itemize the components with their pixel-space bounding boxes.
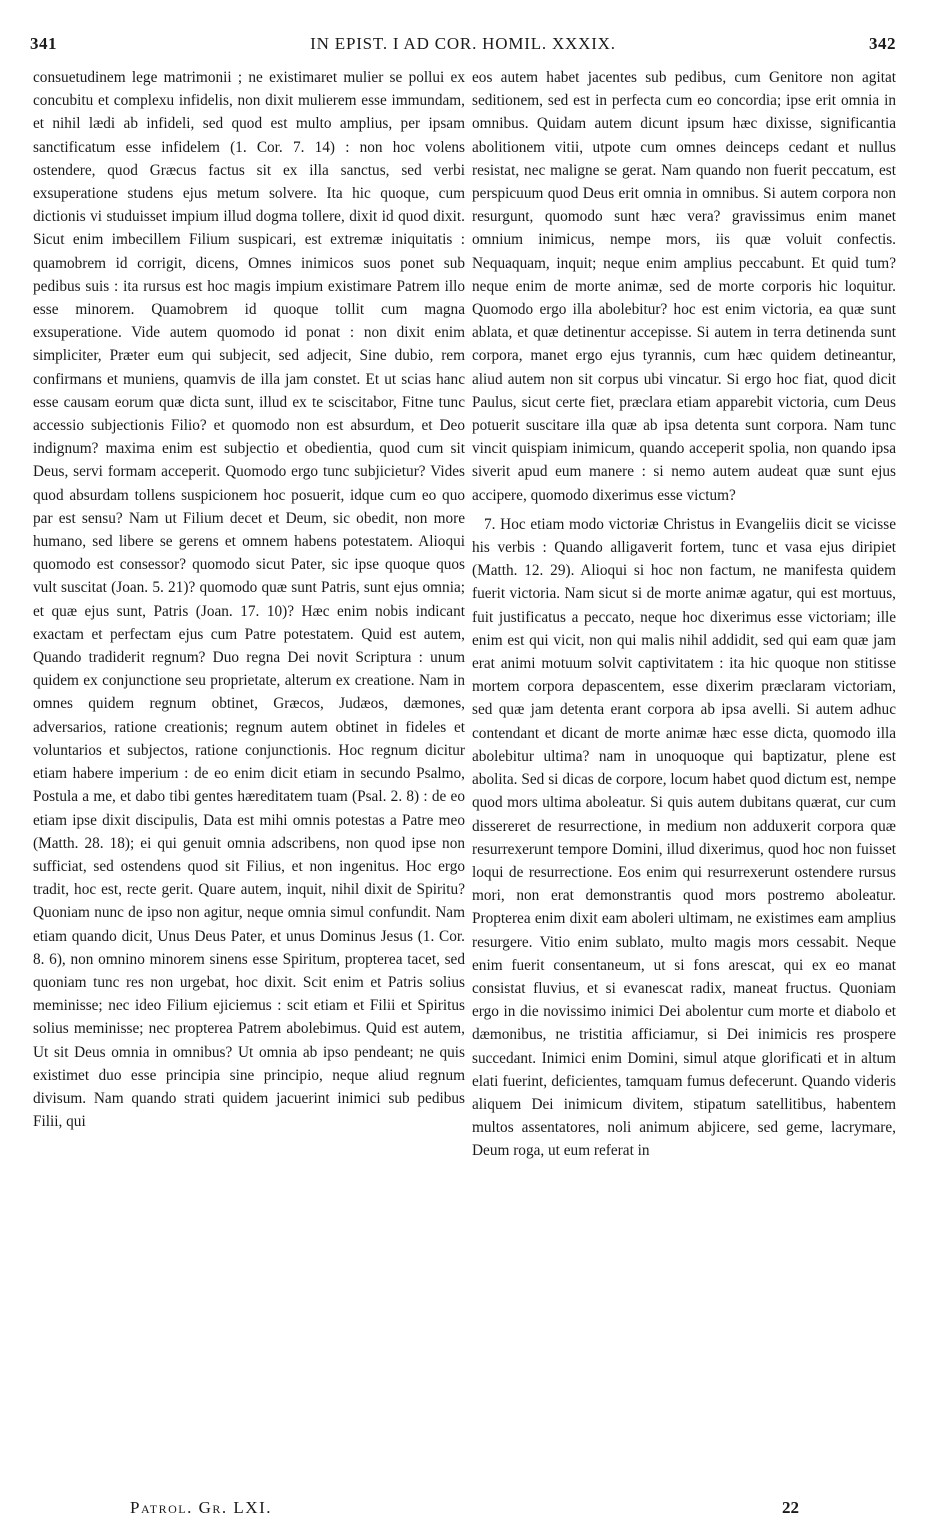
right-paragraph-2-section-7: 7. Hoc etiam modo victoriæ Christus in Evangeliis dicit se vicisse his verbis : Quando alligaverit fortem, tunc et vasa ejus diripiet (Matth. 12. 29). Alioqui si hoc non factum, ne manifesta quidem fuerit victoria. Nam sicut si de morte animæ agatur, qui est mortuus, fuit justificatus a peccato, neque hoc dixerimus esse victoriam; ille enim est qui vicit, non qui malis nihil addidit, sed qui eam quæ jam erat animi motuum solvit captivitatem : ita hic quoque non stitisse mortem corpora depascentem, esse dixerim præclaram victoriam, sed quæ jam detenta erant corpora ab ipsa avelli. Si autem adhuc contendant et dicant de morte animæ hæc esse dicta, quomodo illa abolebitur ultima? nam in unoquoque qui baptizatur, plene est abolita. Sed si dicas de corpore, locum habet quod dictum est, nempe quod mors ultima aboleatur. Si quis autem dubitans quærat, cur cum dissereret de resurrectione, in medium non adduxerit corpora quæ resurrexerunt tempore Domini, illud dixerimus, quod hoc non fuisset loqui de resurrectione. Eos enim qui resurrexerunt ostendere rursus mori, non erat demonstrantis quod mors postremo aboleatur. Propterea enim dixit eam aboleri ultimam, ne existimes eam amplius resurgere. Vitio enim sublato, multo magis mors cessabit. Neque enim fuerit consentaneum, ut si fons arescat, qui ex eo manat consistat fluvius, et si evanescat radix, maneat fructus. Quoniam ergo in die novissimo inimici Dei abolentur cum morte et diabolo et dæmonibus, ne tristitia afficiamur, si Dei inimicis res prospere succedant. Inimici enim Domini, simul atque glorificati et in altum elati fuerint, deficientes, tamquam fumus defecerunt. Quando videris aliquem Dei inimicum divitem, stipatum satellitibus, habentem multos assentatores, noli animum abjicere, sed geme, lacrymare, Deum roga, ut eum referat in	[472, 515, 896, 1160]
left-paragraph-1: consuetudinem lege matrimonii ; ne existimaret mulier se pollui ex concubitu et complexu infidelis, non dixit mulierem esse immundam, et nihil lædi ab infideli, sed quod est multo amplius, per ipsam sanctificatum esse infidelem (1. Cor. 7. 14) : non hoc volens ostendere, quod Græcus factus sit ex illa sanctus, sed verbi exsuperatione studens ejus metum solvere. Ita hic quoque, cum dictionis vi studuisset impium illud dogma tollere, dixit id quod dixit. Sicut enim imbecillem Filium suspicari, est extremæ iniquitatis : quamobrem id corrigit, dicens, Omnes inimicos suos ponet sub pedibus suis : ita rursus est hoc magis impium existimare Patrem illo esse minorem. Quamobrem id quoque tollit cum magna exsuperatione. Vide autem quomodo id ponat : non dixit enim simpliciter, Præter eum qui subjecit, sed adjecit, Sine dubio, rem confirmans et muniens, quamvis de illa jam constet. Et ut scias hanc esse causam eorum quæ dicta sunt, illud ex te sciscitabor, Fitne tunc accessio subjectionis Filio? et quomodo non est absurdum, et Deo indignum? maxima enim est subjectio et obedientia, quod cum sit Deus, servi formam acceperit. Quomodo ergo tunc subjicietur? Vides quod absurdam tollens suspicionem hoc posuerit, idque cum eo quo par est sensu? Nam ut Filium decet et Deum, sic obedit, non more humano, sed libere se gerens et omnem habens potestatem. Alioqui quomodo est consessor? quomodo sicut Pater, sic ipse quoque quos vult suscitat (Joan. 5. 21)? quomodo quæ sunt Patris, sunt ejus omnia; et quæ ejus sunt, Patris (Joan. 17. 10)? Hæc enim nobis indicant exactam et perfectam ejus cum Patre potestatem. Quid est autem, Quando tradiderit regnum? Duo regna Dei novit Scriptura : unum quidem ex conjunctione seu proprietate, alterum ex creatione. Nam in omnes quidem regnum obtinet, Græcos, Judæos, dæmones, adversarios, ratione creationis; regnum autem obtinet in fideles et voluntarios et subjectos, ratione conjunctionis. Hoc regnum dicitur etiam habere imperium : de eo enim dicit etiam in secundo Psalmo, Postula a me, et dabo tibi gentes hæreditatem tuam (Psal. 2. 8) : de eo etiam ipse dixit discipulis, Data est mihi omnis potestas a Patre meo (Matth. 28. 18); ei qui genuit omnia adscribens, non quod ipse non sufficiat, sed ostendens quod sit Filius, et non ingenitus. Hoc ergo tradit, hoc est, recte gerit. Quare autem, inquit, nihil dixit de Spiritu? Quoniam nunc de ipso non agitur, neque omnia simul confundit. Nam etiam quando dicit, Unus Deus Pater, et unus Dominus Jesus (1. Cor. 8. 6), non omnino minorem sinens esse Spiritum, propterea tacet, sed quoniam tunc res non urgebat, hoc dixit. Scit enim et Patris solius meminisse; nec ideo Filium ejiciemus : scit etiam et Filii et Spiritus solius meminisse; nec propterea Patrem abolebimus. Quid est autem, Ut sit Deus omnia in omnibus? Ut omnia ab ipso pendeant; ne quis existimet duo esse principia sine principio, neque aliud regnum divisum. Nam quando strati quidem jacuerint inimici sub pedibus Filii, qui	[33, 69, 465, 1131]
series-reference: Patrol. Gr. LXI.	[130, 1498, 272, 1517]
left-column	[33, 66, 465, 1133]
page-footer	[0, 1498, 926, 1524]
signature-mark: 22	[782, 1498, 799, 1517]
right-column	[472, 66, 896, 1163]
running-header	[30, 34, 896, 58]
right-paragraph-1: eos autem habet jacentes sub pedibus, cum Genitore non agitat seditionem, sed est in perfecta cum eo concordia; ipse erit omnia in omnibus. Quidam autem dicunt ipsum hæc dixisse, significantia abolitionem vitii, utpote cum omnes deinceps cedant et nullus resistat, nec maligne se gerat. Nam quando non fuerit peccatum, est perspicuum quod Deus erit omnia in omnibus. Si autem corpora non resurgunt, quomodo sunt hæc vera? gravissimus enim manet omnium inimicus, nempe mors, iis quæ voluit confectis. Nequaquam, inquit; neque enim amplius peccabunt. Et quid tum? neque enim de morte animæ, sed de morte corporis hic loquitur. Quomodo ergo illa abolebitur? hoc est enim victoria, ea quæ sunt ablata, et quæ detinentur accepisse. Si autem in terra detinenda sunt corpora, manet ergo ejus tyrannis, cum hæc quidem detineantur, aliud autem non sit corpus ubi vincatur. Si ergo hoc fiat, quod dicit Paulus, sicut certe fiet, præclara etiam apparebit victoria, cum Deus potuerit suscitare illa quæ ab ipsa detenta sunt corpora. Nam tunc vincit quispiam inimicum, quando acceperit spolia, non quando ipsa siverit apud eum manere : si nemo autem audeat quæ sunt ejus accipere, quomodo dixerimus esse victum?	[472, 69, 896, 504]
page-number-right: 342	[869, 34, 896, 53]
page-number-left: 341	[30, 34, 57, 53]
running-title: IN EPIST. I AD COR. HOMIL. XXXIX.	[310, 34, 616, 53]
